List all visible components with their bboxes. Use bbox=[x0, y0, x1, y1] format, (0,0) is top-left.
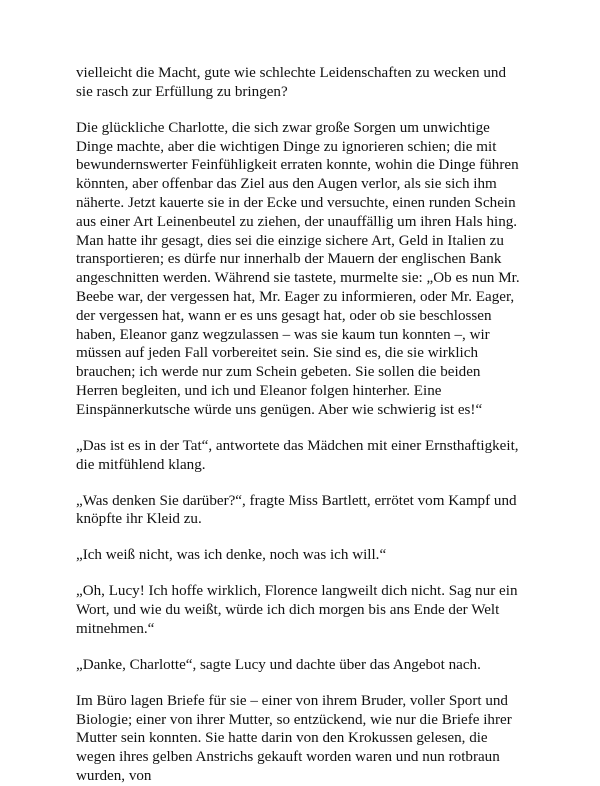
paragraph-2: Die glückliche Charlotte, die sich zwar große Sorgen um unwichtige Dinge machte, aber die wichtigen Dinge zu ignorieren schien; die mit bewundernswerter Feinfühligkeit erraten konnte, wohin die Dinge führen könnten, aber offenbar das Ziel aus den Augen verlor, als sie sich ihm näherte. Jetzt kauerte sie in der Ecke und versuchte, einen runden Schein aus einer Art Leinenbeutel zu ziehen, der unauffällig um ihren Hals hing. Man hatte ihr gesagt, dies sei die einzige sichere Art, Geld in Italien zu transportieren; es dürfe nur innerhalb der Mauern der englischen Bank angeschnitten werden. Während sie tastete, murmelte sie: „Ob es nun Mr. Beebe war, der vergessen hat, Mr. Eager zu informieren, oder Mr. Eager, der vergessen hat, wann er es uns gesagt hat, oder ob sie beschlossen haben, Eleanor ganz wegzulassen – was sie kaum tun konnten –, wir müssen auf jeden Fall vorbereitet sein. Sie sind es, die sie wirklich brauchen; ich werde nur zum Schein gebeten. Sie sollen die beiden Herren begleiten, und ich und Eleanor folgen hinterher. Eine Einspännerkutsche würde uns genügen. Aber wie schwierig ist es!“ bbox=[76, 119, 520, 418]
paragraph-5: „Ich weiß nicht, was ich denke, noch was ich will.“ bbox=[76, 547, 387, 564]
paragraph-1: vielleicht die Macht, gute wie schlechte Leidenschaften zu wecken und sie rasch zur Erfüllung zu bringen? bbox=[76, 65, 506, 100]
paragraph-4: „Was denken Sie darüber?“, fragte Miss Bartlett, errötet vom Kampf und knöpfte ihr Kleid zu. bbox=[76, 492, 517, 528]
paragraph-8: Im Büro lagen Briefe für sie – einer von ihrem Bruder, voller Sport und Biologie; einer von ihrer Mutter, so entzückend, wie nur die Briefe ihrer Mutter sein konnten. Sie hatte darin von den Krokussen gelesen, die wegen ihres gelben Anstrichs gekauft worden waren und nun rotbraun wurden, von bbox=[76, 692, 512, 785]
paragraph-3: „Das ist es in der Tat“, antwortete das Mädchen mit einer Ernsthaftigkeit, die mitfühlend klang. bbox=[76, 437, 519, 473]
paragraph-7: „Danke, Charlotte“, sagte Lucy und dachte über das Angebot nach. bbox=[76, 656, 481, 673]
paragraph-6: „Oh, Lucy! Ich hoffe wirklich, Florence langweilt dich nicht. Sag nur ein Wort, und wie du weißt, würde ich dich morgen bis ans Ende der Welt mitnehmen.“ bbox=[76, 583, 518, 637]
